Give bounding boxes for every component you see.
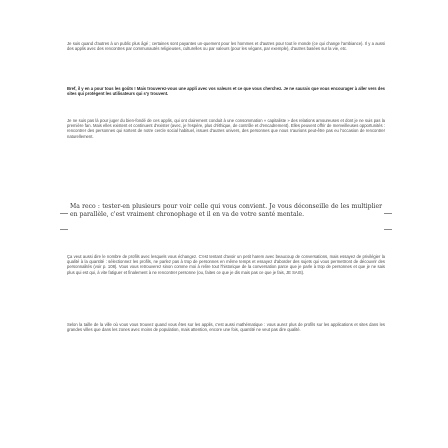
pull-quote — [70, 203, 382, 219]
quote-dash-right-top — [384, 213, 392, 214]
lead-paragraph: Bref, il y en a pour tous les goûts ! Mais trouverez-vous une appli avec vos valeurs et ce que vous cherchez. Je ne saurais que vous encourager à aller vers des sites qui protègent les utilisateurs qui s'y trouvent. — [67, 86, 385, 97]
quote-dash-left-top — [60, 213, 68, 214]
body-paragraph-1: Je ne suis pas là pour juger du bien-fondé de ces applis, qui ont clairement conduit à une consommation « capitaliste » des relations amoureuses et dont je ne suis pas la première fan. Mais elles existent et continuent d'exister (avec, je l'espère, plus d'éthique, de contrôle et d'encadrement). Elles peuvent offrir de merveilleuses opportunités : rencontrer des personnes qui sortent de notre cercle social habituel, issues d'autres univers, des personnes que nous n'aurions peut-être pas eu l'occasion de rencontrer naturellement. — [67, 118, 385, 139]
pull-quote-text: Ma reco : tester-en plusieurs pour voir celle qui vous convient. Je vous déconseille de les multiplier en parallèle, c'est vraiment chronophage et il en va de votre santé mentale. — [70, 203, 382, 219]
body-paragraph-3: Selon la taille de la ville où vous vous trouvez quand vous êtes sur les applis, c'est aussi mathématique : vous aurez plus de profils sur les applications et sites dans les grandes villes que dans les zones avec moins de population, mais attention, encore une fois, quantité ne veut pas dire qualité. — [67, 322, 385, 333]
quote-dash-left-bottom — [60, 229, 68, 230]
intro-paragraph: Je suis quand d'autres à un public plus âgé ; certaines sont payantes un-quement pour les hommes et d'autres pour tout le monde (ce qui change l'ambiance). Il y a aussi des applis avec des rencontres par communautés religieuses, culturelles ou par valeurs (pour les végans, par exemple), d'autres basées sur la vie, etc. — [67, 41, 385, 52]
quote-dash-right-bottom — [384, 229, 392, 230]
body-paragraph-2: Ça veut aussi dire le nombre de profils avec lesquels vous échangez. C'est tentant d'avoir un petit harem avec beaucoup de conversations, mais essayez de privilégier la qualité à la quantité : sélectionnez les profils, ne parlez pas à trop de personnes en même temps et essayez d'aborder des sujets qui vous permettront de découvrir des personnalités (voir p. 108). Vous vous retrouverez sinon comme moi à relire tout l'historique de la conversation parce que je parle à trop de personnes et que je ne sais plus qui est qui, à vite fatiguer et finalement à ne rencontrer personne (ou, faites ce que je dis mais pas ce que je fais, JE SAIS). — [67, 254, 385, 275]
